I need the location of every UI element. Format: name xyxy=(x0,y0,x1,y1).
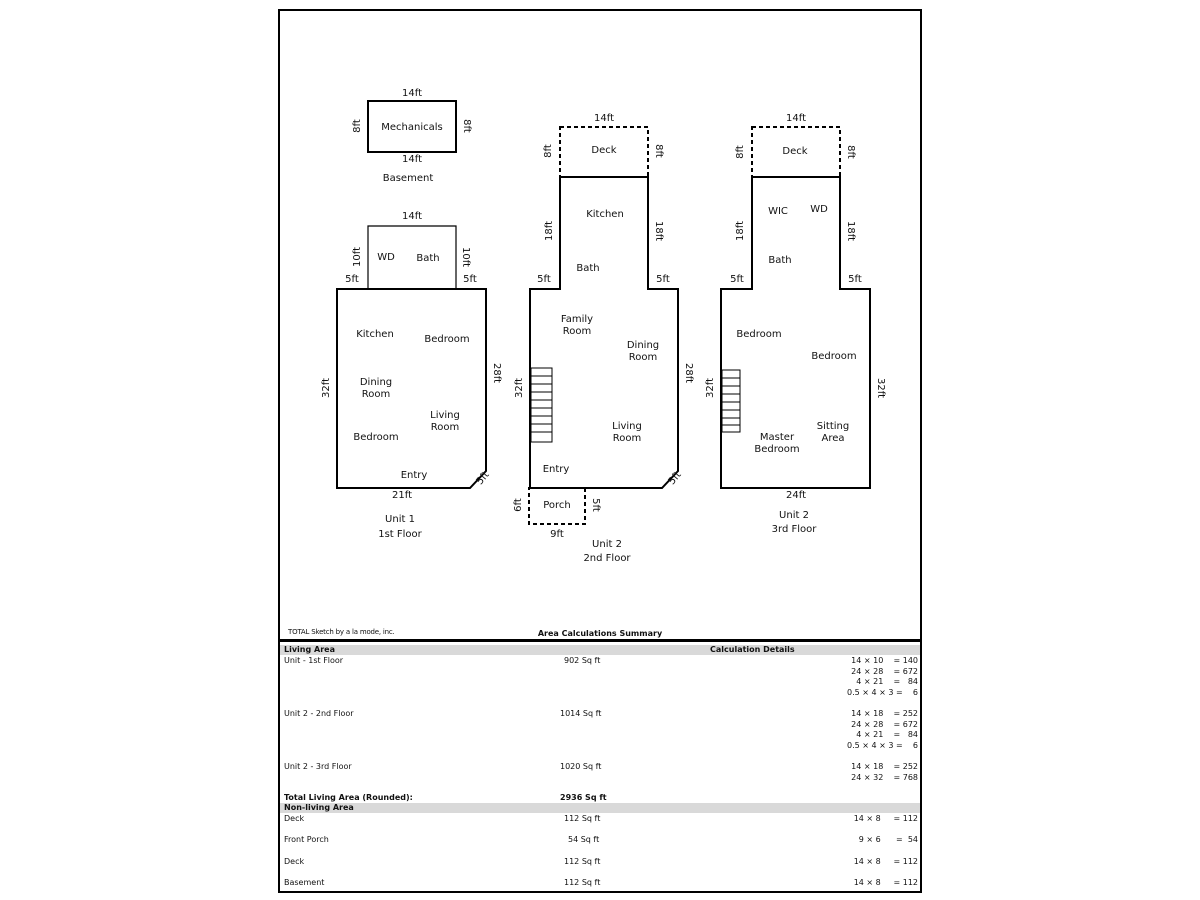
room-label: Bath xyxy=(768,255,792,266)
unit2-3rd-floor-plan xyxy=(705,113,886,535)
dimension-label: 21ft xyxy=(392,490,412,501)
dimension-label: 8ft xyxy=(461,119,472,133)
room-label: Bedroom xyxy=(424,334,470,345)
plan-caption: Unit 1 xyxy=(385,514,415,525)
staircase xyxy=(722,370,740,432)
dimension-label: 8ft xyxy=(845,145,856,159)
dimension-label: 28ft xyxy=(491,363,502,383)
dimension-label: 8ft xyxy=(352,119,363,133)
row-label: Unit 2 - 2nd Floor xyxy=(284,709,354,718)
dimension-label: 32ft xyxy=(514,378,525,398)
room-label: Porch xyxy=(543,500,571,511)
floor-plan-sketch xyxy=(280,11,920,621)
row-label: Front Porch xyxy=(284,835,329,844)
dimension-label: 8ft xyxy=(735,145,746,159)
dimension-label: 24ft xyxy=(786,490,806,501)
unit2-2nd-floor-plan xyxy=(513,113,694,564)
room-label: Bedroom xyxy=(811,351,857,362)
row-calculation: 9 × 6 = 54 xyxy=(858,835,918,844)
plan-caption: 1st Floor xyxy=(378,529,422,540)
dimension-label: 18ft xyxy=(845,221,856,241)
unit1-outline xyxy=(337,289,486,488)
dimension-label: 32ft xyxy=(705,378,716,398)
summary-title: Area Calculations Summary xyxy=(537,629,663,638)
row-area: 54 Sq ft xyxy=(568,835,600,844)
dimension-label: 5ft xyxy=(730,274,744,285)
dimension-label: 14ft xyxy=(402,154,422,165)
dimension-label: 14ft xyxy=(402,211,422,222)
sketch-page xyxy=(278,9,922,893)
room-label: WIC xyxy=(768,206,788,217)
dimension-label: 10ft xyxy=(352,247,363,267)
basement-plan xyxy=(352,88,472,184)
room-label: Dining Room xyxy=(359,377,393,400)
living-area-header: Living Area xyxy=(284,645,335,654)
dimension-label: 10ft xyxy=(460,247,471,267)
dimension-label: 28ft xyxy=(683,363,694,383)
dimension-label: 5ft xyxy=(537,274,551,285)
room-label: Bath xyxy=(416,253,440,264)
plan-caption: Unit 2 xyxy=(779,510,809,521)
room-label: Living Room xyxy=(612,421,642,444)
row-calculation: 14 × 18 = 252 24 × 32 = 768 xyxy=(851,762,918,782)
unit1-plan xyxy=(321,211,502,540)
dimension-label: 5ft xyxy=(463,274,477,285)
room-label: Entry xyxy=(542,464,570,475)
dimension-label: 9ft xyxy=(550,529,564,540)
row-area: 1020 Sq ft xyxy=(560,762,602,771)
dimension-label: 18ft xyxy=(544,221,555,241)
row-area: 1014 Sq ft xyxy=(560,709,602,718)
staircase xyxy=(531,368,552,442)
dimension-label: 5ft xyxy=(590,498,601,512)
room-label: Dining Room xyxy=(626,340,660,363)
row-area: 112 Sq ft xyxy=(564,857,601,866)
dimension-label: 18ft xyxy=(653,221,664,241)
dimension-label: 32ft xyxy=(875,378,886,398)
row-calculation: 14 × 8 = 112 xyxy=(853,814,918,823)
row-calculation: 14 × 18 = 252 24 × 28 = 672 4 × 21 = 84 0.5 × 4 × 3 = 6 xyxy=(847,709,918,750)
plan-caption: Unit 2 xyxy=(592,539,622,550)
plan-caption: 3rd Floor xyxy=(771,524,817,535)
total-value: 2936 Sq ft xyxy=(560,793,607,802)
row-calculation: 14 × 8 = 112 xyxy=(853,857,918,866)
room-label: Deck xyxy=(591,145,617,156)
row-area: 112 Sq ft xyxy=(564,878,601,887)
row-calculation: 14 × 10 = 140 24 × 28 = 672 4 × 21 = 84 0.5 × 4 × 3 = 6 xyxy=(847,656,918,697)
dimension-label: 5ft xyxy=(474,469,492,488)
row-label: Deck xyxy=(284,857,305,866)
room-label: Kitchen xyxy=(356,329,394,340)
dimension-label: 18ft xyxy=(735,221,746,241)
row-calculation: 14 × 8 = 112 xyxy=(853,878,918,887)
dimension-label: 32ft xyxy=(321,378,332,398)
room-label: Mechanicals xyxy=(381,122,443,133)
dimension-label: 14ft xyxy=(402,88,422,99)
plan-caption: 2nd Floor xyxy=(583,553,631,564)
room-label: Living Room xyxy=(430,410,460,433)
dimension-label: 5ft xyxy=(656,274,670,285)
software-credit: TOTAL Sketch by a la mode, inc. xyxy=(288,628,395,636)
dimension-label: 14ft xyxy=(594,113,614,124)
room-label: WD xyxy=(810,204,828,215)
room-label: Bedroom xyxy=(353,432,399,443)
row-label: Basement xyxy=(284,878,325,887)
calculation-details-header: Calculation Details xyxy=(710,645,795,654)
dimension-label: 6ft xyxy=(513,498,524,512)
room-label: Family Room xyxy=(560,314,594,337)
room-label: Master Bedroom xyxy=(754,432,800,455)
room-label: Deck xyxy=(782,146,808,157)
room-label: Bath xyxy=(576,263,600,274)
dimension-label: 14ft xyxy=(786,113,806,124)
living-area-header-band xyxy=(280,645,920,655)
row-label: Deck xyxy=(284,814,305,823)
row-label: Unit - 1st Floor xyxy=(284,656,344,665)
room-label: Kitchen xyxy=(586,209,624,220)
area-calculations-table xyxy=(280,645,920,891)
row-label: Unit 2 - 3rd Floor xyxy=(284,762,352,771)
nonliving-area-header: Non-living Area xyxy=(284,803,354,812)
room-label: Sitting Area xyxy=(816,421,850,444)
plan-caption: Basement xyxy=(382,173,434,184)
dimension-label: 8ft xyxy=(543,144,554,158)
room-label: Bedroom xyxy=(736,329,782,340)
row-area: 112 Sq ft xyxy=(564,814,601,823)
dimension-label: 5ft xyxy=(345,274,359,285)
dimension-label: 5ft xyxy=(848,274,862,285)
dimension-label: 5ft xyxy=(666,469,684,488)
dimension-label: 8ft xyxy=(653,144,664,158)
room-label: WD xyxy=(377,252,395,263)
total-label: Total Living Area (Rounded): xyxy=(284,793,413,802)
room-label: Entry xyxy=(400,470,428,481)
row-area: 902 Sq ft xyxy=(564,656,601,665)
nonliving-area-header-band xyxy=(280,803,920,813)
divider-line xyxy=(280,639,920,642)
